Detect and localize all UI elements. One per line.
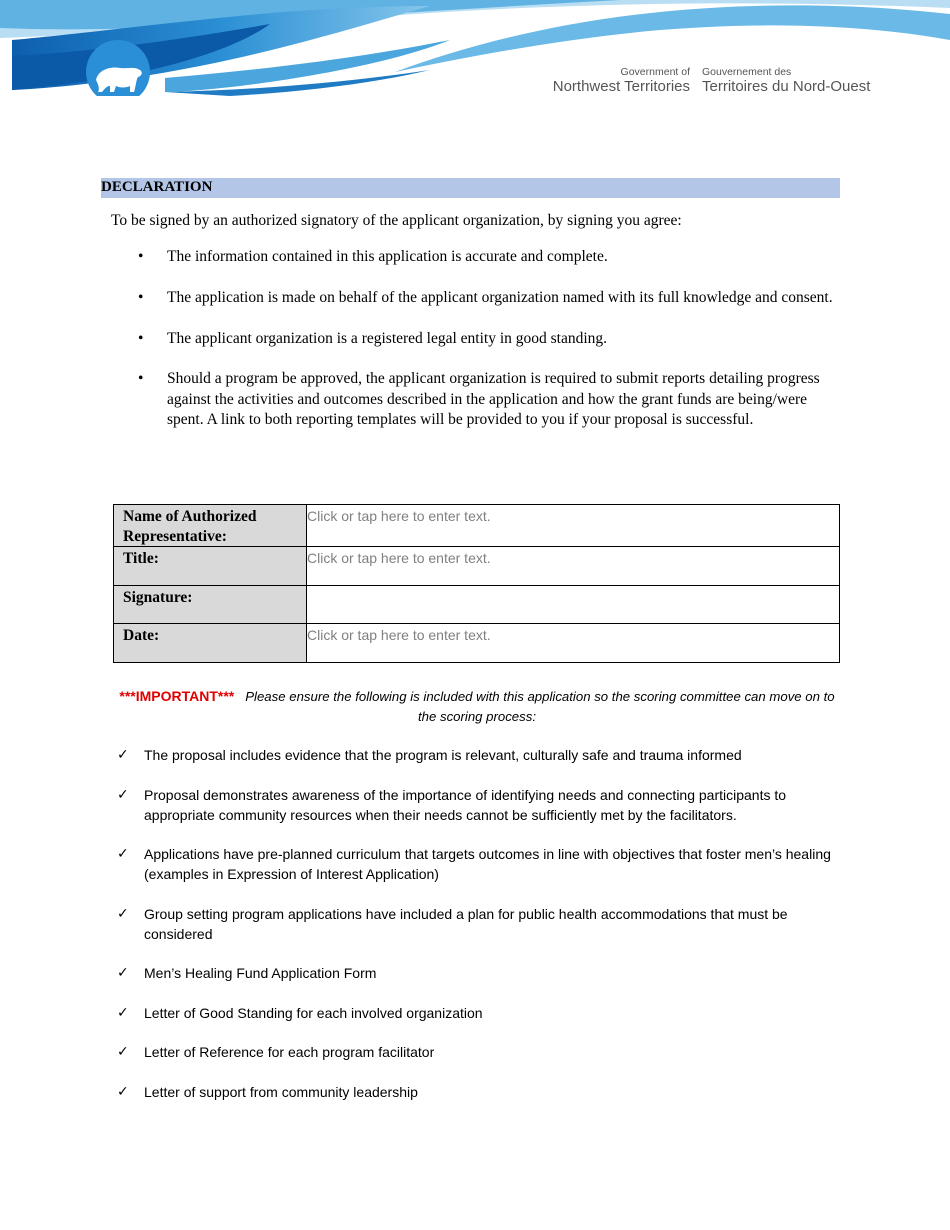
title-field[interactable]: Click or tap here to enter text. xyxy=(307,547,840,586)
checkmark-icon: ✓ xyxy=(117,1082,129,1099)
list-item xyxy=(117,904,842,944)
required-documents-checklist xyxy=(117,745,842,1121)
list-item xyxy=(138,329,838,349)
checkmark-icon: ✓ xyxy=(117,1043,129,1059)
gov-fr-big: Territoires du Nord-Ouest xyxy=(702,78,871,95)
date-field[interactable]: Click or tap here to enter text. xyxy=(307,624,840,663)
signatory-form-table xyxy=(113,504,840,663)
gov-name-english xyxy=(538,66,690,96)
name-field[interactable]: Click or tap here to enter text. xyxy=(307,505,840,547)
bullet-icon: • xyxy=(138,370,144,388)
gov-en-small: Government of xyxy=(620,66,690,78)
gov-fr-small: Gouvernement des xyxy=(702,66,792,78)
list-item xyxy=(138,247,838,267)
checklist-text: Letter of Good Standing for each involved organization xyxy=(144,1004,483,1021)
list-item xyxy=(117,745,842,765)
bullet-text: The applicant organization is a registered legal entity in good standing. xyxy=(167,329,608,347)
table-row xyxy=(114,586,840,624)
bullet-text: The information contained in this application is accurate and complete. xyxy=(167,248,608,265)
bullet-icon: • xyxy=(138,248,144,265)
bullet-icon: • xyxy=(138,329,144,347)
bullet-icon: • xyxy=(138,288,144,306)
title-label: Title: xyxy=(114,547,307,586)
list-item xyxy=(117,1082,842,1102)
important-text: Please ensure the following is included with this application so the scoring committee can move on to the scoring process: xyxy=(245,689,835,724)
list-item xyxy=(117,785,842,825)
list-item xyxy=(117,844,842,884)
declaration-title: DECLARATION xyxy=(101,179,213,195)
table-row xyxy=(114,547,840,586)
list-item xyxy=(138,369,838,430)
table-row xyxy=(114,505,840,547)
checklist-text: Men’s Healing Fund Application Form xyxy=(144,965,377,981)
checklist-text: Letter of Reference for each program facilitator xyxy=(144,1044,435,1060)
checklist-text: The proposal includes evidence that the program is relevant, culturally safe and trauma informed xyxy=(144,747,742,763)
gov-en-big: Northwest Territories xyxy=(552,78,690,95)
checkmark-icon: ✓ xyxy=(117,785,129,802)
list-item xyxy=(138,288,838,308)
declaration-bullet-list xyxy=(138,247,838,451)
important-label: ***IMPORTANT*** xyxy=(119,688,235,704)
table-row xyxy=(114,624,840,663)
checkmark-icon: ✓ xyxy=(117,964,129,980)
name-label: Name of Authorized Representative: xyxy=(114,505,307,547)
checklist-text: Applications have pre-planned curriculum that targets outcomes in line with objectives that foster men’s healing (examples in Expression of Interest Application) xyxy=(144,846,831,882)
checkmark-icon: ✓ xyxy=(117,1003,129,1020)
checklist-text: Proposal demonstrates awareness of the importance of identifying needs and connecting participants to appropriate community resources when their needs cannot be sufficiently met by the facilitators. xyxy=(144,786,787,823)
declaration-intro: To be signed by an authorized signatory of the applicant organization, by signing you agree: xyxy=(111,212,682,229)
list-item xyxy=(117,963,842,983)
checkmark-icon: ✓ xyxy=(117,845,129,861)
gov-name-french xyxy=(702,66,902,96)
checklist-text: Group setting program applications have included a plan for public health accommodations that must be considered xyxy=(144,905,788,942)
signature-label: Signature: xyxy=(114,586,307,624)
checkmark-icon: ✓ xyxy=(117,746,129,762)
date-label: Date: xyxy=(114,624,307,663)
checklist-text: Letter of support from community leadership xyxy=(144,1083,418,1100)
list-item xyxy=(117,1042,842,1062)
checkmark-icon: ✓ xyxy=(117,904,129,921)
list-item xyxy=(117,1003,842,1023)
letterhead xyxy=(0,0,950,110)
important-notice xyxy=(112,686,842,727)
bullet-text: Should a program be approved, the applicant organization is required to submit reports detailing progress against the activities and outcomes described in the application and how the grant funds are being/were spent. A link to both reporting templates will be provided to you if your proposal is successful. xyxy=(167,370,820,428)
signature-field[interactable] xyxy=(307,586,840,624)
bullet-text: The application is made on behalf of the applicant organization named with its full knowledge and consent. xyxy=(167,288,833,306)
